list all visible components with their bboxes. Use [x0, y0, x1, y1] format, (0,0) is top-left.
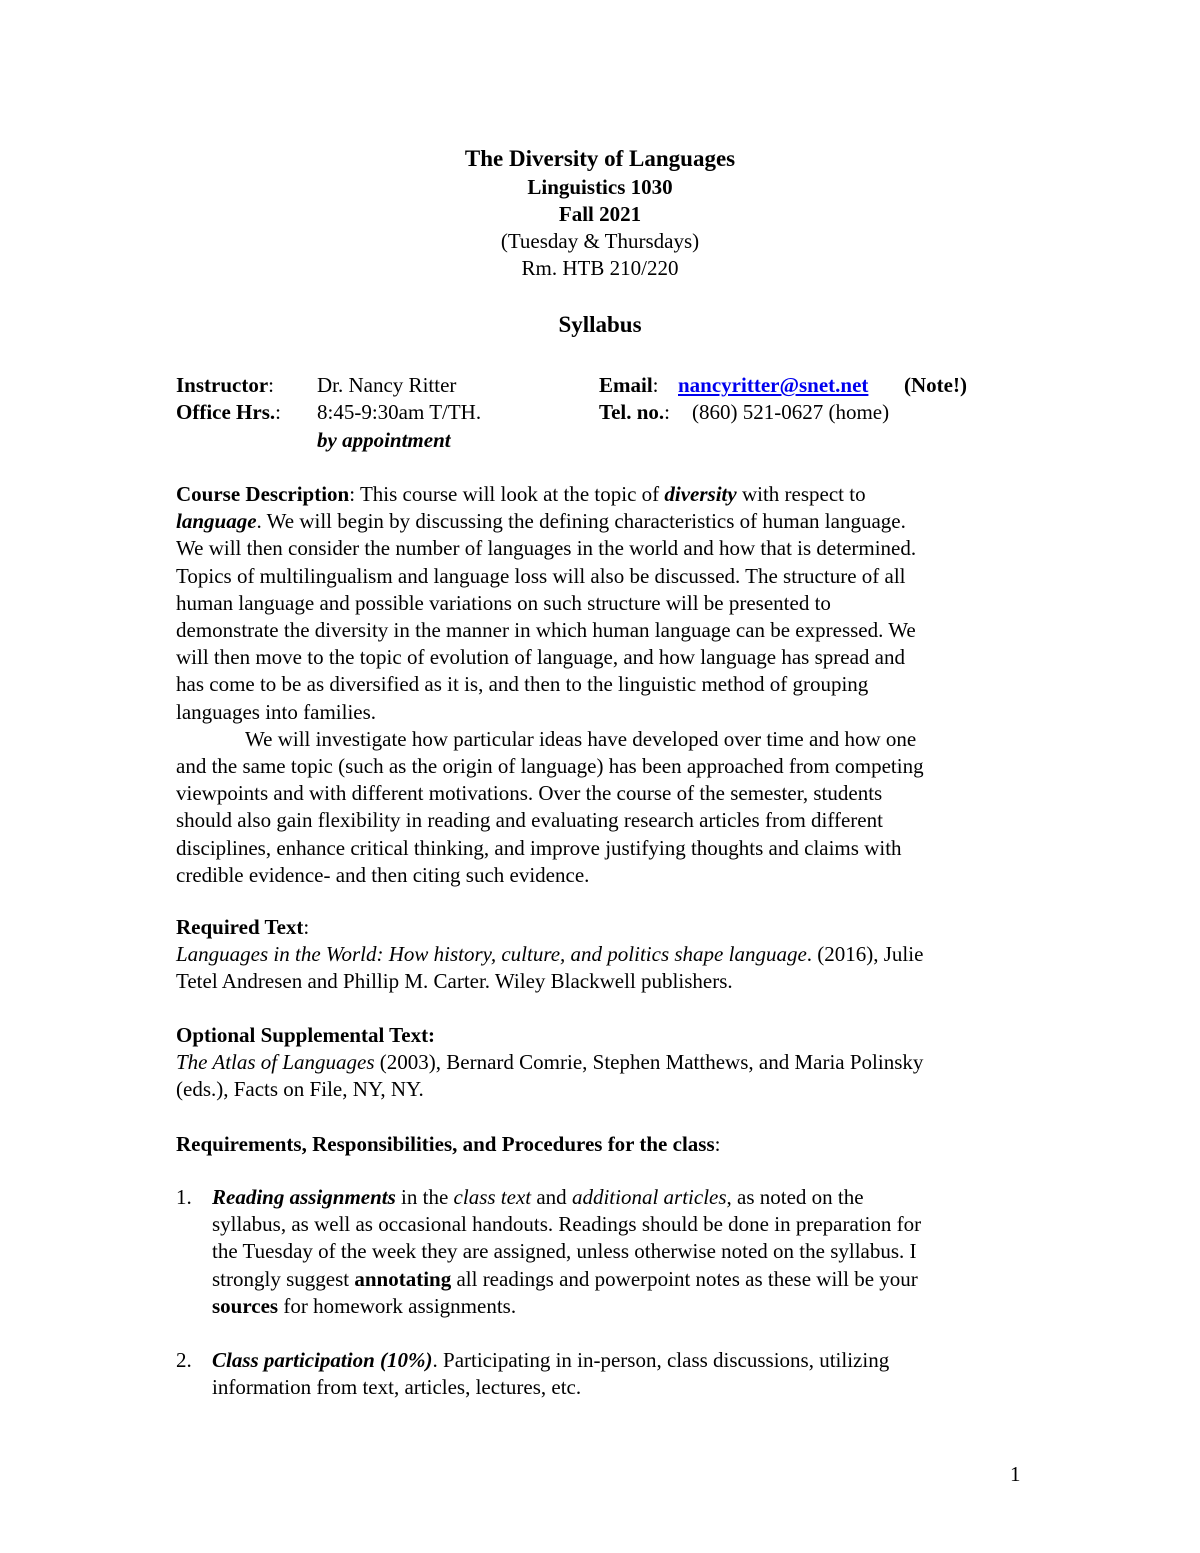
tel-label: Tel. no.: [599, 400, 671, 424]
instructor-label: Instructor: [176, 373, 274, 397]
requirements-heading: Requirements, Responsibilities, and Procedures for the class: [176, 1132, 721, 1156]
course-number: Linguistics 1030 [527, 175, 673, 199]
document-page: The Diversity of Languages Linguistics 1030 Fall 2021 (Tuesday & Thursdays) Rm. HTB 210/220 Syllabus Instructor: Dr. Nancy Ritter Email: nancyritter@snet.net (Note!) Office Hrs.: 8:45-9:30am T/TH. Tel. no.: (860) 521-0627 (home) by appointment Course Description: This course will look at the topic of diversity with respect to language. We will begin by discussing the defining characteristics of human language. We will then consider the number of languages in the world and how that is determined. Topics of multilingualism and language loss will also be discussed. The structure of all human language and possible variations on such structure will be presented to demonstrate the diversity in the manner in which human language can be expressed. We will then move to the topic of evolution of language, and how language has spread and has come to be as diversified as it is, and then to the linguistic method of grouping languages into families. We will investigate how particular ideas have developed over time and how one and the same topic (such as the origin of language) has been approached from competing viewpoints and with different motivations. Over the course of the semester, students should also gain flexibility in reading and evaluating research articles from different disciplines, enhance critical thinking, and improve justifying thoughts and claims with credible evidence- and then citing such evidence. Required Text: Languages in the World: How history, culture, and politics shape language. (2016), Julie Tetel Andresen and Phillip M. Carter. Wiley Blackwell publishers. Optional Supplemental Text: The Atlas of Languages (2003), Bernard Comrie, Stephen Matthews, and Maria Polinsky (eds.), Facts on File, NY, NY. Requirements, Responsibilities, and Procedures for the class: 1. Reading assignments in the class text and additional articles, as noted on the syllabus, as well as occasional handouts. Readings should be done in preparation for the Tuesday of the week they are assigned, unless otherwise noted on the syllabus. I strongly suggest annotating all readings and powerpoint notes as these will be your sources for homework assignments. 2. Class participation (10%). Participating in in-person, class discussions, utilizing information from text, articles, lectures, etc. 1 [0, 0, 1200, 1553]
email-link[interactable]: nancyritter@snet.net [678, 373, 869, 397]
instructor-value: Dr. Nancy Ritter [317, 373, 457, 397]
email-note: (Note!) [904, 373, 967, 397]
page-number: 1 [1010, 1462, 1021, 1486]
course-description: Course Description: This course will look at the topic of diversity with respect to language. We will begin by discussing the defining characteristics of human language. We will then consider the number of languages in the world and how that is determined. Topics of multilingualism and language loss will also be discussed. The structure of all human language and possible variations on such structure will be presented to demonstrate the diversity in the manner in which human language can be expressed. We will then move to the topic of evolution of language, and how language has spread and has come to be as diversified as it is, and then to the linguistic method of grouping languages into families. We will investigate how particular ideas have developed over time and how one and the same topic (such as the origin of language) has been approached from competing viewpoints and with different motivations. Over the course of the semester, students should also gain flexibility in reading and evaluating research articles from different disciplines, enhance critical thinking, and improve justifying thoughts and claims with credible evidence- and then citing such evidence. [176, 482, 924, 887]
course-term: Fall 2021 [558, 202, 642, 226]
office-hours-value: 8:45-9:30am T/TH. [317, 400, 482, 424]
tel-value: (860) 521-0627 (home) [692, 400, 890, 424]
syllabus-heading: Syllabus [558, 312, 642, 337]
office-hours-label: Office Hrs.: [176, 400, 281, 424]
email-label: Email: [599, 373, 659, 397]
optional-text-section: Optional Supplemental Text: The Atlas of Languages (2003), Bernard Comrie, Stephen Matthews, and Maria Polinsky (eds.), Facts on File, NY, NY. [176, 1023, 924, 1102]
course-days: (Tuesday & Thursdays) [500, 229, 700, 253]
required-text-section: Required Text: Languages in the World: How history, culture, and politics shape language. (2016), Julie Tetel Andresen and Phillip M. Carter. Wiley Blackwell publishers. [176, 915, 924, 994]
course-room: Rm. HTB 210/220 [521, 256, 679, 280]
office-appointment: by appointment [317, 428, 451, 452]
document-title: The Diversity of Languages [464, 146, 736, 171]
